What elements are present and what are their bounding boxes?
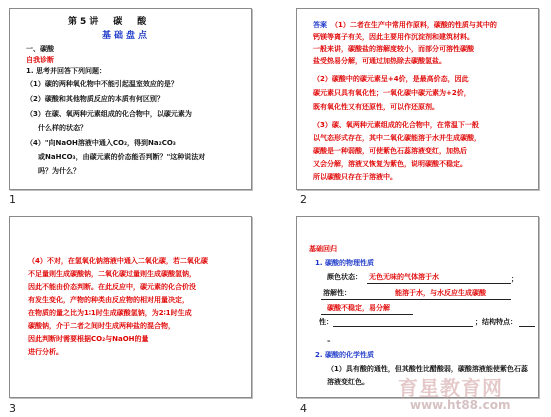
answer-blank-line <box>367 283 511 284</box>
color-state-label: 颜色状态： <box>327 273 362 281</box>
slide-number-4: 4 <box>300 402 307 415</box>
review-heading: 基础回归 <box>309 245 337 253</box>
watermark-url: www.ht88.com <box>410 398 511 412</box>
answer4-line-4: 有发生变化，产物的种类由反应物的相对用量决定， <box>28 296 189 304</box>
answer4-line-6: 碳酸钠，介于二者之间时生成两种盐的混合物， <box>28 322 175 330</box>
answer-line-6: 碳元素只具有氧化性；一氧化碳中碳元素为+2价， <box>313 89 471 97</box>
answer-line-7: 既有氧化性又有还原性，可以作还原剂。 <box>313 103 439 111</box>
answer-line-9: 以气态形式存在，其中二氧化碳能溶于水并生成碳酸， <box>313 134 481 142</box>
self-check-label: 自我诊断 <box>26 56 54 64</box>
answer-line-5: （2）碳酸中的碳元素呈+4价，是最高价态，因此 <box>313 75 469 83</box>
answer-blank-line <box>321 299 511 300</box>
answer-line-11: 又会分解，溶液又恢复为紫色，说明碳酸不稳定。 <box>313 160 467 168</box>
slide-number-3: 3 <box>9 402 16 415</box>
lesson-title: 第5讲 碳 酸 <box>68 17 150 27</box>
property-label: 性： <box>319 318 333 326</box>
question-4-line-2: 或NaHCO₃，由碳元素的价态能否判断？"这种说法对 <box>38 153 206 161</box>
dash-mark: – <box>327 337 331 345</box>
answer4-line-5: 在物质的量之比为1∶1时生成碳酸氢钠，为2∶1时生成 <box>28 309 192 317</box>
answer4-line-1: （4）不对，在氢氧化钠溶液中通入二氧化碳，若二氧化碳 <box>28 257 208 265</box>
answer-line-12: 所以碳酸只存在于溶液中。 <box>313 173 397 181</box>
semicolon: ； <box>511 275 518 283</box>
question-intro: 1. 思考并回答下列问题： <box>26 67 106 75</box>
watermark-logo-text: 育星教育网 <box>398 376 503 400</box>
answer-label: 答案 <box>313 21 327 29</box>
question-1: （1）碳的两种氧化物中不能引起温室效应的是？ <box>26 80 178 88</box>
solubility-label: 溶解性： <box>323 289 351 297</box>
question-4-line-3: 吗？为什么？ <box>38 167 80 175</box>
answer-blank-line <box>519 326 535 327</box>
color-state-value: 无色无味的气体溶于水 <box>369 273 439 281</box>
structure-label: ；结构特点： <box>475 318 517 326</box>
answer-line-4: 盐受热易分解，可通过加热除去碳酸氢盐。 <box>313 57 446 65</box>
answer-blank-line <box>321 314 413 315</box>
answer-line-10: 碳酸是一种弱酸，可使紫色石蕊溶液变红，加热后 <box>313 147 467 155</box>
answer4-line-3: 因此不能由价态判断。在此反应中，碳元素的化合价没 <box>28 283 196 291</box>
answer-blank-line <box>333 326 473 327</box>
chemical-properties-heading: 2. 碳酸的化学性质 <box>315 351 374 359</box>
answer-line-2: 钙镁等离子有关，因此主要用作沉淀剂和建筑材料。 <box>313 33 474 41</box>
answer-line-1: （1）二者在生产中常用作原料，碳酸的性质与其中的 <box>331 21 497 29</box>
slide-1[interactable] <box>9 8 252 190</box>
section-subtitle: 基础盘点 <box>102 31 151 41</box>
answer4-line-8: 进行分析。 <box>28 348 63 356</box>
question-2: （2）碳酸和其他物质反应的本质有何区别？ <box>26 95 164 103</box>
slide-3[interactable] <box>9 216 252 398</box>
question-4-line-1: （4）"向NaOH溶液中通入CO₂，得到Na₂CO₃ <box>26 139 176 147</box>
chemical-property-line-2: 溶液变红色。 <box>327 378 369 386</box>
slide-4[interactable] <box>296 216 539 398</box>
solubility-value: 能溶于水，与水反应生成碳酸 <box>395 289 486 297</box>
question-3-line-2: 什么样的状态？ <box>38 124 87 132</box>
slide-2[interactable] <box>296 8 539 190</box>
chemical-property-line-1: （1）具有酸的通性，但其酸性比醋酸弱，碳酸溶液能使紫色石蕊 <box>327 365 528 373</box>
section-heading: 一、碳酸 <box>26 45 54 53</box>
answer4-line-7: 因此判断时需要根据CO₂与NaOH的量 <box>28 335 149 343</box>
physical-properties-heading: 1. 碳酸的物理性质 <box>315 259 374 267</box>
slide-number-2: 2 <box>300 193 307 206</box>
answer-line-3: 一般来讲，碳酸盐的溶解度较小，而部分可溶性碳酸 <box>313 45 474 53</box>
answer-line-8: （3）碳、氧两种元素组成的化合物中，在常温下一般 <box>313 121 479 129</box>
stability-value: 碳酸不稳定，易分解 <box>327 304 390 312</box>
slide-number-1: 1 <box>9 193 16 206</box>
answer4-line-2: 不足量则生成碳酸钠，二氧化碳过量则生成碳酸氢钠， <box>28 270 196 278</box>
question-3-line-1: （3）在碳、氧两种元素组成的化合物中，以碳元素为 <box>26 110 192 118</box>
